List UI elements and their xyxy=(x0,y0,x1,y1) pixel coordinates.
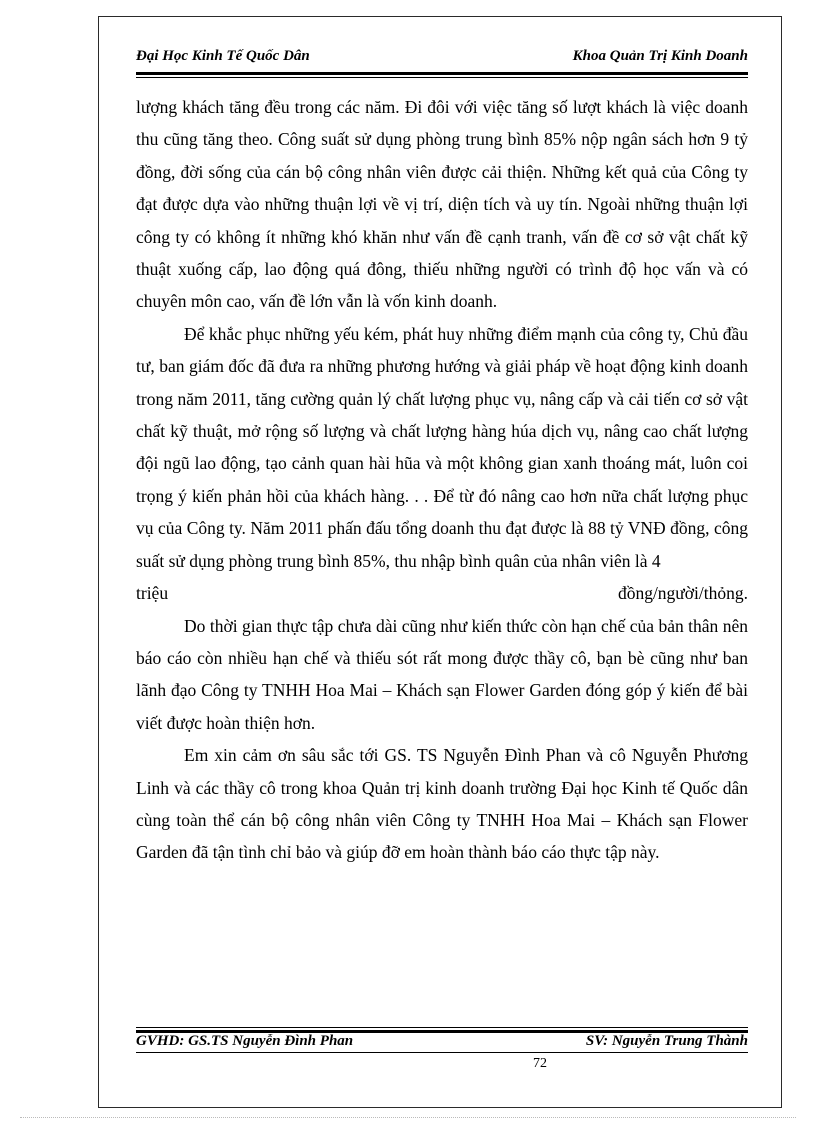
paragraph-3: Do thời gian thực tập chưa dài cũng như kiến thức còn hạn chế của bản thân nên báo cáo còn nhiều hạn chế và thiếu sót rất mong được thầy cô, bạn bè cũng như ban lãnh đạo Công ty TNHH Hoa Mai – Khách sạn Flower Garden đóng góp ý kiến để bài viết được hoàn thiện hơn. xyxy=(136,615,748,733)
paragraph-2-last-line xyxy=(136,577,748,609)
header-rule-thick xyxy=(136,72,748,75)
paragraph-1: lượng khách tăng đều trong các năm. Đi đôi với việc tăng số lượt khách là việc doanh thu cũng tăng theo. Công suất sử dụng phòng trung bình 85% nộp ngân sách hơn 9 tỷ đồng, đời sống của cán bộ công nhân viên được cải thiện. Những kết quả của Công ty đạt được dựa vào những thuận lợi về vị trí, diện tích và uy tín. Ngoài những thuận lợi công ty có không ít những khó khăn như vấn đề cạnh tranh, vấn đề cơ sở vật chất kỹ thuật xuống cấp, lao động quá đông, thiếu những người có trình độ học vấn và có chuyên môn cao, vấn đề lớn vẫn là vốn kinh doanh. xyxy=(136,97,748,312)
paragraph-2: Để khắc phục những yếu kém, phát huy những điểm mạnh của công ty, Chủ đầu tư, ban giám đốc đã đưa ra những phương hướng và giải pháp về hoạt động kinh doanh trong năm 2011, tăng cường quản lý chất lượng phục vụ, nâng cấp và cải tiến cơ sở vật chất kỹ thuật, mở rộng số lượng và chất lượng hàng húa dịch vụ, nâng cao chất lượng đội ngũ lao động, tạo cảnh quan hài hũa và một không gian xanh thoáng mát, luôn coi trọng ý kiến phản hồi của khách hàng. . . Để từ đó nâng cao hơn nữa chất lượng phục vụ của Công ty. Năm 2011 phấn đấu tổng doanh thu đạt được là 88 tỷ VNĐ đồng, công suất sử dụng phòng trung bình 85%, thu nhập bình quân của nhân viên là 4 xyxy=(136,323,748,571)
split-line-left: triệu xyxy=(136,583,169,604)
header-rule-thin xyxy=(136,77,748,78)
footer-student: SV: Nguyễn Trung Thành xyxy=(585,1033,748,1049)
footer-underline xyxy=(136,1052,748,1053)
page-bottom-divider xyxy=(20,1117,796,1118)
page-number: 72 xyxy=(533,1056,547,1071)
page-header xyxy=(136,48,748,70)
split-line-right: đồng/người/thỏng. xyxy=(617,583,748,604)
footer-supervisor: GVHD: GS.TS Nguyễn Đình Phan xyxy=(136,1033,354,1049)
header-university: Đại Học Kinh Tế Quốc Dân xyxy=(136,48,310,64)
header-faculty: Khoa Quản Trị Kinh Doanh xyxy=(572,48,748,64)
paragraph-4: Em xin cảm ơn sâu sắc tới GS. TS Nguyễn Đình Phan và cô Nguyễn Phương Linh và các thầy cô trong khoa Quản trị kinh doanh trường Đại học Kinh tế Quốc dân cùng toàn thể cán bộ công nhân viên Công ty TNHH Hoa Mai – Khách sạn Flower Garden đã tận tình chỉ bảo và giúp đỡ em hoàn thành báo cáo thực tập này. xyxy=(136,745,748,863)
footer-rule-thin xyxy=(136,1027,748,1028)
document-body xyxy=(136,91,748,869)
